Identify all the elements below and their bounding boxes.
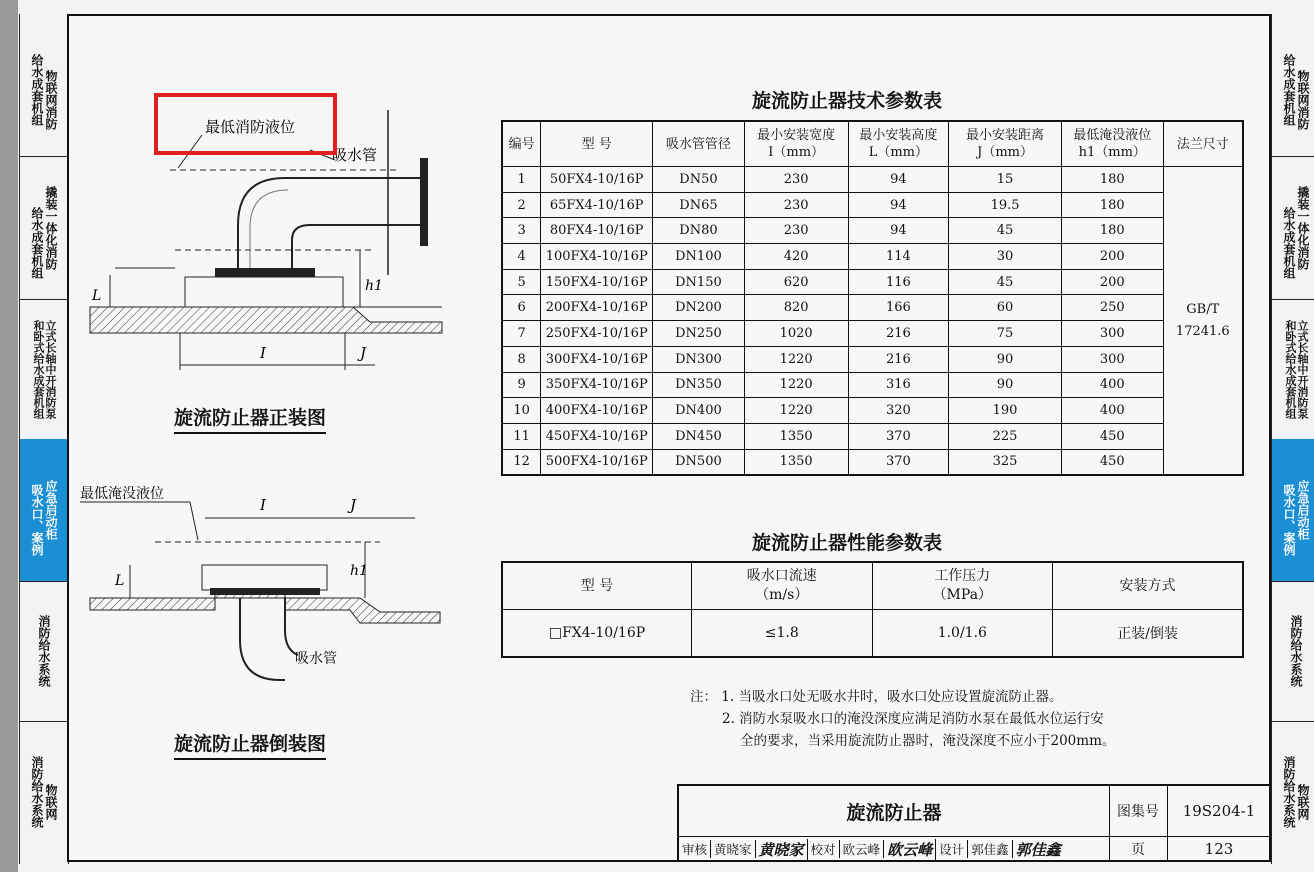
header-cell: 最低淹没液位 h1（mm） xyxy=(1061,121,1163,167)
table-cell: 370 xyxy=(848,449,949,475)
note-1: 1. 当吸水口处无吸水井时，吸水口处应设置旋流防止器。 xyxy=(721,689,1063,705)
table-cell: 166 xyxy=(848,295,949,321)
header-cell: 最小安装高度 L（mm） xyxy=(848,121,949,167)
table-cell: 150FX4-10/16P xyxy=(541,269,653,295)
table-cell: 420 xyxy=(744,244,848,270)
table-cell: 316 xyxy=(848,372,949,398)
table-cell: 180 xyxy=(1061,192,1163,218)
highlight-box xyxy=(154,93,337,155)
table-cell: DN250 xyxy=(653,321,745,347)
table-cell: 6 xyxy=(502,295,541,321)
table-cell: 400FX4-10/16P xyxy=(541,398,653,424)
tab-label: 物联网 xyxy=(1296,784,1310,820)
tab-label: 给水成套机组 xyxy=(1282,206,1296,279)
flange-plate xyxy=(215,268,315,277)
table-cell: 320 xyxy=(848,398,949,424)
tab-label: 和卧式给水成套机组 xyxy=(1284,319,1297,419)
table-cell: 250 xyxy=(1061,295,1163,321)
table-cell: 94 xyxy=(848,192,949,218)
table-row xyxy=(502,192,1243,218)
table-cell: 19.5 xyxy=(949,192,1062,218)
table-cell: 180 xyxy=(1061,218,1163,244)
table-header-row xyxy=(502,121,1243,167)
notes-prefix: 注： xyxy=(690,689,717,705)
table-cell: 65FX4-10/16P xyxy=(541,192,653,218)
table-cell: 620 xyxy=(744,269,848,295)
floor-slab xyxy=(90,307,442,333)
tab-label: 消防给水系统 xyxy=(1289,615,1303,687)
design-name: 郭佳鑫 xyxy=(968,840,1013,858)
table-row xyxy=(502,610,1243,658)
table-cell: 820 xyxy=(744,295,848,321)
table-cell: 200 xyxy=(1061,269,1163,295)
header-cell: 最小安装宽度 I（mm） xyxy=(744,121,848,167)
design-label: 设计 xyxy=(936,840,968,858)
table-cell: 50FX4-10/16P xyxy=(541,167,653,193)
scroll-edge xyxy=(0,0,18,872)
table-cell: 1220 xyxy=(744,346,848,372)
table-cell: 8 xyxy=(502,346,541,372)
tab-label: 物联网消防 xyxy=(44,70,58,130)
table-cell: 250FX4-10/16P xyxy=(541,321,653,347)
table-cell: 9 xyxy=(502,372,541,398)
table-cell: 2 xyxy=(502,192,541,218)
table-cell: 80FX4-10/16P xyxy=(541,218,653,244)
table-cell: 4 xyxy=(502,244,541,270)
vortex-body xyxy=(202,565,327,590)
tab-label: 和卧式给水成套机组 xyxy=(32,319,45,419)
header-cell: 吸水管管径 xyxy=(653,121,745,167)
tab-label: 消防给水系统 xyxy=(30,756,44,828)
tab-label: 吸水口、案例 xyxy=(30,484,44,556)
table-row xyxy=(502,269,1243,295)
sidebar-left-tab-2[interactable] xyxy=(20,156,68,300)
atlas-number: 19S204-1 xyxy=(1167,786,1271,837)
signature-row xyxy=(679,836,1110,862)
table-row xyxy=(502,423,1243,449)
header-cell: 型 号 xyxy=(541,121,653,167)
tab-label: 立式长轴中开消防泵 xyxy=(44,319,57,419)
header-cell: 法兰尺寸 xyxy=(1163,121,1243,167)
pipe-label: 吸水管 xyxy=(332,146,378,164)
table-cell: 3 xyxy=(502,218,541,244)
table-cell: 400 xyxy=(1061,398,1163,424)
dim-I-label: I xyxy=(260,496,266,514)
pipe-label: 吸水管 xyxy=(295,651,337,667)
dim-h1-label: h1 xyxy=(350,563,368,579)
header-cell: 工作压力 （MPa） xyxy=(872,562,1053,610)
table-cell: 450FX4-10/16P xyxy=(541,423,653,449)
table-cell: 94 xyxy=(848,167,949,193)
table-row xyxy=(502,398,1243,424)
table-cell: 5 xyxy=(502,269,541,295)
dim-L-label: L xyxy=(115,573,125,589)
table1-title: 旋流防止器技术参数表 xyxy=(752,90,943,112)
table-cell: 100FX4-10/16P xyxy=(541,244,653,270)
table-cell: 370 xyxy=(848,423,949,449)
table-cell: 230 xyxy=(744,192,848,218)
tab-label: 给水成套机组 xyxy=(30,206,44,279)
tab-label: 撬装一体化消防 xyxy=(44,185,58,270)
header-cell: 编号 xyxy=(502,121,541,167)
table-cell: 230 xyxy=(744,218,848,244)
table-cell: 11 xyxy=(502,423,541,449)
tab-label: 物联网 xyxy=(44,784,58,820)
table-cell: 60 xyxy=(949,295,1062,321)
table-cell: DN450 xyxy=(653,423,745,449)
table-cell: 116 xyxy=(848,269,949,295)
table-cell: 300 xyxy=(1061,346,1163,372)
table-cell: 230 xyxy=(744,167,848,193)
table-cell: DN350 xyxy=(653,372,745,398)
sidebar-right-tab-3[interactable] xyxy=(1272,299,1314,440)
sidebar-right-tab-4[interactable] xyxy=(1272,439,1314,582)
table-cell: 216 xyxy=(848,346,949,372)
table-row xyxy=(502,167,1243,193)
lowest-level-label: 最低淹没液位 xyxy=(80,486,164,502)
table-cell: DN50 xyxy=(653,167,745,193)
table-cell: DN150 xyxy=(653,269,745,295)
table-cell: 45 xyxy=(949,218,1062,244)
table-row xyxy=(502,244,1243,270)
title-block xyxy=(677,784,1269,860)
sidebar-left-tab-5[interactable] xyxy=(20,581,68,722)
dim-L-label: L xyxy=(92,288,102,304)
table-cell: DN400 xyxy=(653,398,745,424)
tab-label: 应急启动柜 xyxy=(1296,480,1310,540)
table-cell: 450 xyxy=(1061,449,1163,475)
sidebar-right xyxy=(1271,14,1314,864)
dim-h1-label: h1 xyxy=(365,278,383,294)
table-cell: 1020 xyxy=(744,321,848,347)
header-cell: 安装方式 xyxy=(1053,562,1243,610)
table-row xyxy=(502,346,1243,372)
dim-J-label: J xyxy=(350,496,357,514)
page-number: 123 xyxy=(1204,840,1234,858)
sidebar-right-tab-5[interactable] xyxy=(1272,581,1314,722)
cell-speed: ≤1.8 xyxy=(692,610,873,658)
tab-label: 应急启动柜 xyxy=(44,480,58,540)
table-cell: 7 xyxy=(502,321,541,347)
tab-label: 物联网消防 xyxy=(1296,70,1310,130)
table-cell: 1 xyxy=(502,167,541,193)
table-row xyxy=(502,295,1243,321)
sidebar-left-tab-4[interactable] xyxy=(20,439,68,582)
check-label: 校对 xyxy=(808,840,840,858)
pipe-flange xyxy=(420,158,428,246)
table-cell: 450 xyxy=(1061,423,1163,449)
table-row xyxy=(502,449,1243,475)
suction-pipe xyxy=(238,178,420,268)
table-cell: 225 xyxy=(949,423,1062,449)
table-cell: 15 xyxy=(949,167,1062,193)
table-row xyxy=(502,372,1243,398)
check-signature: 欧云峰 xyxy=(884,839,936,860)
sidebar-left-tab-1[interactable] xyxy=(20,14,68,157)
sidebar-left xyxy=(19,14,69,864)
table-cell: 216 xyxy=(848,321,949,347)
table2-title: 旋流防止器性能参数表 xyxy=(752,532,943,554)
atlas-label: 图集号 xyxy=(1109,786,1168,837)
table-cell: 300FX4-10/16P xyxy=(541,346,653,372)
table-cell: 1350 xyxy=(744,423,848,449)
table-cell: 30 xyxy=(949,244,1062,270)
header-cell: 型 号 xyxy=(502,562,692,610)
table-cell: 190 xyxy=(949,398,1062,424)
tab-label: 给水成套机组 xyxy=(1282,54,1296,126)
table-cell: 350FX4-10/16P xyxy=(541,372,653,398)
table-cell: 325 xyxy=(949,449,1062,475)
table-cell: DN65 xyxy=(653,192,745,218)
sidebar-right-tab-1[interactable] xyxy=(1272,14,1314,157)
upright-caption: 旋流防止器正装图 xyxy=(174,403,326,434)
note-2a: 2. 消防水泵吸水口的淹没深度应满足消防水泵在最低水位运行安 xyxy=(722,711,1104,727)
table-cell: 300 xyxy=(1061,321,1163,347)
table-cell: 45 xyxy=(949,269,1062,295)
lowest-level-label: 最低消防液位 xyxy=(205,118,296,136)
table-row xyxy=(502,321,1243,347)
cell-pressure: 1.0/1.6 xyxy=(872,610,1053,658)
tab-label: 撬装一体化消防 xyxy=(1296,185,1310,270)
table-header-row xyxy=(502,562,1243,610)
table-cell: 90 xyxy=(949,346,1062,372)
table-cell: 90 xyxy=(949,372,1062,398)
table-cell: DN100 xyxy=(653,244,745,270)
table-cell: 10 xyxy=(502,398,541,424)
header-cell: 最小安装距离 J（mm） xyxy=(949,121,1062,167)
cell-model: □FX4-10/16P xyxy=(502,610,692,658)
header-cell: 吸水口流速 （m/s） xyxy=(692,562,873,610)
design-signature: 郭佳鑫 xyxy=(1015,840,1061,859)
vortex-body xyxy=(185,277,343,307)
table-cell: 1350 xyxy=(744,449,848,475)
table-cell: DN300 xyxy=(653,346,745,372)
tab-label: 吸水口、案例 xyxy=(1282,484,1296,556)
review-name: 黄晓家 xyxy=(711,840,756,858)
table-cell: DN80 xyxy=(653,218,745,244)
notes xyxy=(690,686,1115,752)
table-row xyxy=(502,218,1243,244)
page-label: 页 xyxy=(1109,836,1168,862)
review-label: 审核 xyxy=(679,840,711,858)
review-signature: 黄晓家 xyxy=(756,839,808,860)
inverted-install-diagram xyxy=(70,480,470,700)
table-cell: 180 xyxy=(1061,167,1163,193)
tab-label: 给水成套机组 xyxy=(30,54,44,126)
sidebar-right-tab-6[interactable] xyxy=(1272,721,1314,863)
table-cell: 75 xyxy=(949,321,1062,347)
table-cell: 400 xyxy=(1061,372,1163,398)
inverted-caption: 旋流防止器倒装图 xyxy=(174,729,326,760)
tab-label: 立式长轴中开消防泵 xyxy=(1296,319,1309,419)
dim-I-label: I xyxy=(260,344,266,362)
table-cell: 94 xyxy=(848,218,949,244)
sidebar-left-tab-3[interactable] xyxy=(20,299,68,440)
flange-size-cell: GB/T 17241.6 xyxy=(1163,167,1243,476)
tab-label: 消防给水系统 xyxy=(37,615,51,687)
note-2b: 全的要求，当采用旋流防止器时，淹没深度不应小于200mm。 xyxy=(740,733,1116,749)
dim-J-label: J xyxy=(360,344,367,362)
check-name: 欧云峰 xyxy=(840,840,885,858)
cell-install: 正装/倒装 xyxy=(1053,610,1243,658)
table-cell: 500FX4-10/16P xyxy=(541,449,653,475)
sidebar-left-tab-6[interactable] xyxy=(20,721,68,863)
drawing-title: 旋流防止器 xyxy=(679,786,1110,837)
table-cell: 114 xyxy=(848,244,949,270)
sidebar-right-tab-2[interactable] xyxy=(1272,156,1314,300)
suction-pipe xyxy=(240,598,285,680)
table-cell: 1220 xyxy=(744,398,848,424)
table-cell: 1220 xyxy=(744,372,848,398)
tab-label: 消防给水系统 xyxy=(1282,756,1296,828)
table-cell: 200FX4-10/16P xyxy=(541,295,653,321)
table-cell: 200 xyxy=(1061,244,1163,270)
tech-params-table xyxy=(501,120,1244,476)
performance-table xyxy=(501,561,1244,658)
table-cell: DN200 xyxy=(653,295,745,321)
table-cell: 12 xyxy=(502,449,541,475)
table-cell: DN500 xyxy=(653,449,745,475)
